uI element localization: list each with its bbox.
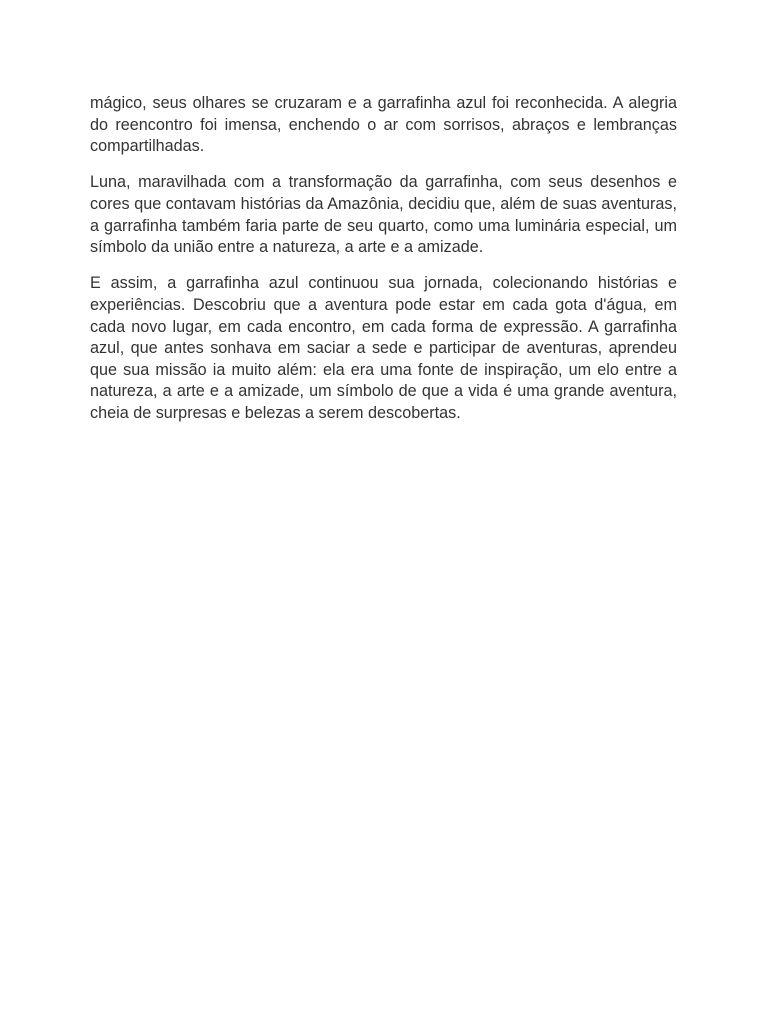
- document-body: [90, 93, 677, 439]
- paragraph-luna: Luna, maravilhada com a transformação da garrafinha, com seus desenhos e cores que contavam histórias da Amazônia, decidiu que, além de suas aventuras, a garrafinha também faria parte de seu quarto, como uma luminária especial, um símbolo da união entre a natureza, a arte e a amizade.: [90, 173, 677, 257]
- paragraph-reunion: mágico, seus olhares se cruzaram e a garrafinha azul foi reconhecida. A alegria do reencontro foi imensa, enchendo o ar com sorrisos, abraços e lembranças compartilhadas.: [90, 94, 677, 156]
- paragraph-conclusion: E assim, a garrafinha azul continuou sua jornada, colecionando histórias e experiências. Descobriu que a aventura pode estar em cada gota d'água, em cada novo lugar, em cada encontro, em cada forma de expressão. A garrafinha azul, que antes sonhava em saciar a sede e participar de aventuras, aprendeu que sua missão ia muito além: ela era uma fonte de inspiração, um elo entre a natureza, a arte e a amizade, um símbolo de que a vida é uma grande aventura, cheia de surpresas e belezas a serem descobertas.: [90, 274, 677, 422]
